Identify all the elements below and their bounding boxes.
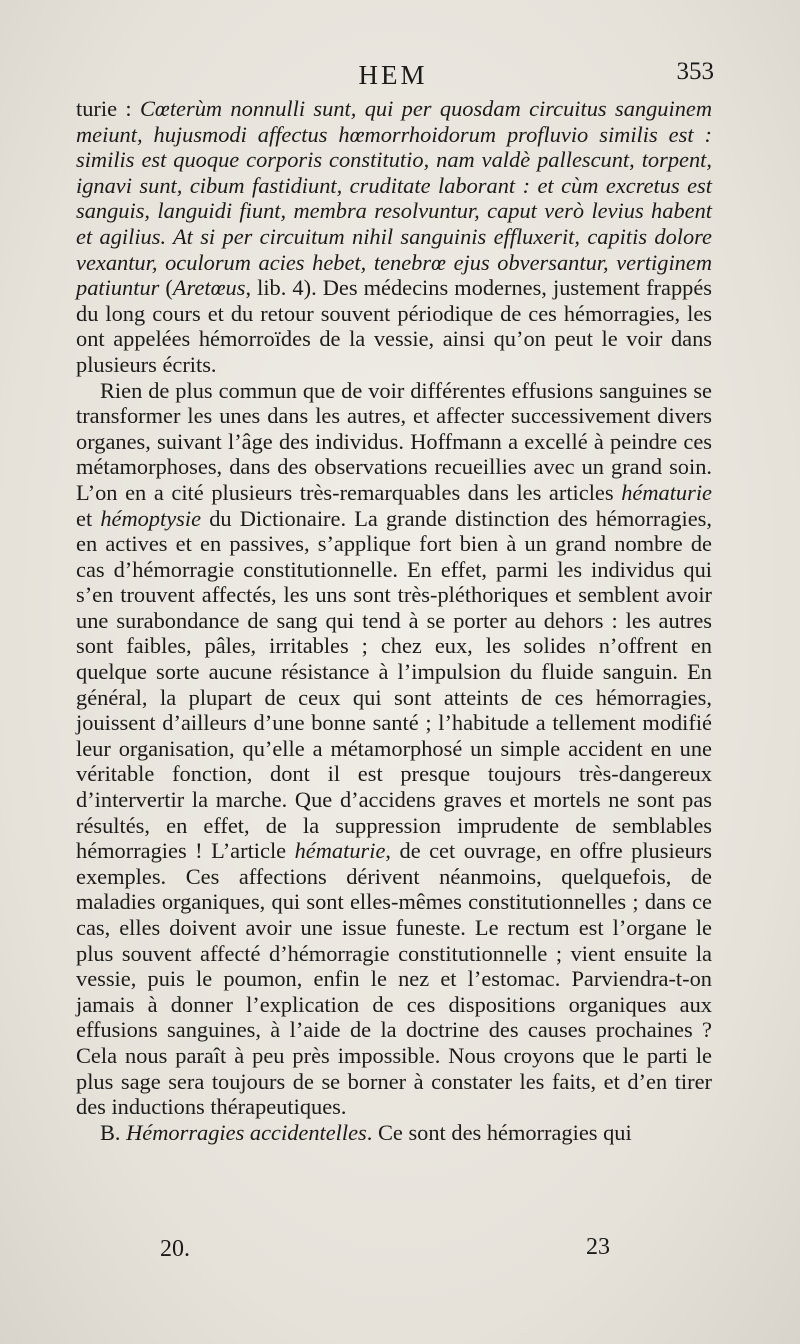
paragraph [76,1120,712,1146]
italic-run: hémoptysie [100,505,202,531]
page-header [76,58,714,98]
text-run: turie : [76,96,140,121]
signature-mark-right: 23 [586,1234,610,1260]
paragraph [76,378,712,1120]
text-run: , lib. 4). Des médecins modernes, justement frappés du long cours et du retour souvent périodique de ces hémorragies, les ont appelées hémorroïdes de la vessie, ainsi qu’on peut le voir dans plusieurs écrits. [76,275,712,377]
text-run: et [76,505,101,531]
text-run: ( [159,275,173,301]
italic-run: Hémorragies accidentelles [126,1119,367,1145]
page-number: 353 [676,58,714,85]
body-text [76,96,712,1145]
text-run: . Ce sont des hémorragies qui [366,1119,632,1145]
italic-run: hématurie [621,479,712,505]
running-head: HEM [358,60,428,90]
signature-mark-left: 20. [160,1236,190,1262]
italic-run: Aretœus [172,275,246,301]
italic-run: hématurie [294,838,386,864]
text-run: du Dictionaire. La grande distinction des hémorragies, en actives et en passives, s’applique fort bien à un grand nombre de cas d’hémorragie constitutionnelle. En effet, parmi les individus qui s’en trouvent affectés, les uns sont très-pléthoriques et semblent avoir une surabondance de sang qui tend à se porter au dehors : les autres sont faibles, pâles, irritables ; chez eux, les solides n’offrent en quelque sorte aucune résistance à l’impulsion du fluide sanguin. En général, la plupart de ceux qui sont atteints de ces hémorragies, jouissent d’ailleurs d’une bonne santé ; l’habitude a tellement modifié leur organisation, qu’elle a métamorphosé un simple accident en une véritable fonction, dont il est presque toujours très-dangereux d’intervertir la marche. Que d’accidens graves et mortels ne sont pas résultés, en effet, de la suppression imprudente de semblables hémorragies ! L’article [76,505,712,864]
page-footer [76,1234,712,1270]
italic-run: Cœterùm nonnulli sunt, qui per quosdam circuitus sanguinem meiunt, hujusmodi affectus hœmorrhoidorum profluvio similis est : similis est quoque corporis constitutio, nam valdè pallescunt, torpent, ignavi sunt, cibum fastidiunt, cruditate laborant : et cùm excretus est sanguis, languidi fiunt, membra resolvuntur, caput verò levius habent et agilius. At si per circuitum nihil sanguinis effluxerit, capitis dolore vexantur, oculorum acies hebet, tenebrœ ejus obversantur, vertiginem patiuntur [76,96,712,301]
text-run: Rien de plus commun que de voir différentes effusions sanguines se transformer les unes dans les autres, et affecter successivement divers organes, suivant l’âge des individus. Hoffmann a excellé à peindre ces métamorphoses, dans des observations recueillies avec un grand soin. L’on en a cité plusieurs très-remarquables dans les articles [76,377,712,505]
text-run: B. [100,1119,127,1145]
text-run: , de cet ouvrage, en offre plusieurs exemples. Ces affections dérivent néanmoins, quelquefois, de maladies organiques, qui sont elles-mêmes constitutionnelles ; dans ce cas, elles doivent avoir une issue funeste. Le rectum est l’organe le plus souvent affecté d’hémorragie constitutionnelle ; vient ensuite la vessie, puis le poumon, enfin le nez et l’estomac. Parviendra-t-on jamais à donner l’explication de ces dispositions organiques aux effusions sanguines, à l’aide de la doctrine des causes prochaines ? Cela nous paraît à peu près impossible. Nous croyons que le parti le plus sage sera toujours de se borner à constater les faits, et d’en tirer des inductions thérapeutiques. [76,838,712,1120]
paragraph [76,96,712,378]
